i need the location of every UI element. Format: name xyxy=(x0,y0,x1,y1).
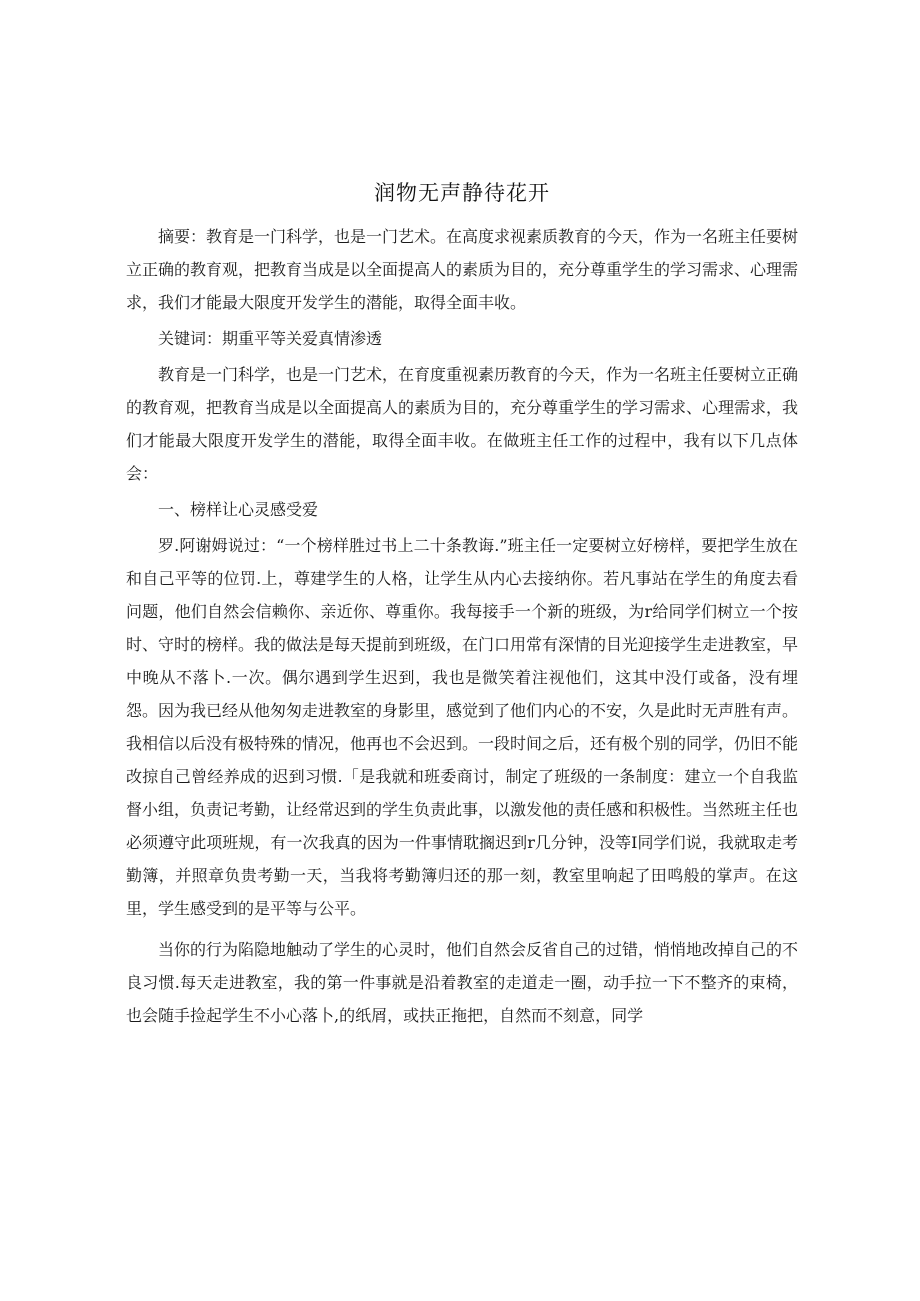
document-body xyxy=(126,178,798,1032)
body-paragraph: 罗.阿谢姆说过：“一个榜样胜过书上二十条教诲.”班主任一定要树立好榜样，要把学生放在和自己平等的位罚.上，尊建学生的人格，让学生从内心去接纳你。若凡事站在学生的角度去看问题，他们自然会信赖你、亲近你、尊重你。我每接手一个新的班级，为r给同学们树立一个按时、守时的榜样。我的做法是每天提前到班级，在门口用常有深情的目光迎接学生走进教室，早中晚从不落卜.一次。偶尔遇到学生迟到，我也是微笑着注视他们，这其中没仃或备，没有埋怨。因为我已经从他匆匆走进教室的身影里，感觉到了他们内心的不安，久是此时无声胜有声。我相信以后没有极特殊的情况，他再也不会迟到。一段时间之后，还有极个别的同学，仍旧不能改掠自己曾经养成的迟到习惯.「是我就和班委商讨，制定了班级的一条制度：建立一个自我监督小组，负责记考勤，让经常迟到的学生负责此事，以激发他的责任感和积极性。当然班主任也必须遵守此项班规，有一次我真的因为一件事情耽搁迟到r几分钟，没等I同学们说，我就取走考勤簿，并照章负贵考勤一天，当我将考勤簿归还的那一刻，教室里响起了田鸣般的掌声。在这里，学生感受到的是平等与公平。 xyxy=(126,536,799,918)
intro-paragraph: 教育是一门科学，也是一门艺术，在育度重视素历教育的今天，作为一名班主任要树立正确的教育观，把教育当成是以全面提高人的素质为目的，充分尊重学生的学习需求、心理需求，我们才能最大限度开发学生的潜能，取得全面丰收。在做班主任工作的过程中，我有以下几点体会： xyxy=(126,365,799,483)
document-title: 润物无声静待花开 xyxy=(374,181,550,205)
abstract-paragraph: 摘要：教育是一门科学，也是一门艺术。在高度求视素质教育的今天，作为一名班主任要树立正确的教育观，把教育当成是以全面提高人的素质为目的，充分尊重学生的学习需求、心理需求，我们才能最大限度开发学生的潜能，取得全面丰收。 xyxy=(126,227,799,312)
keywords-paragraph: 关键词：期重平等关爱真情渗透 xyxy=(158,329,383,348)
section-heading: 一、榜样让心灵感受爱 xyxy=(158,500,319,519)
body-paragraph: 当你的行为陷隐地触动了学生的心灵时，他们自然会反省自己的过错，悄悄地改掉自己的不良习惯.每天走进教室，我的第一件事就是沿着教室的走道走一圈，动手拉一下不整齐的束椅，也会随手捡起学生不小心落卜,的纸屑，或扶正拖把，自然而不刻意，同学 xyxy=(126,940,799,1025)
